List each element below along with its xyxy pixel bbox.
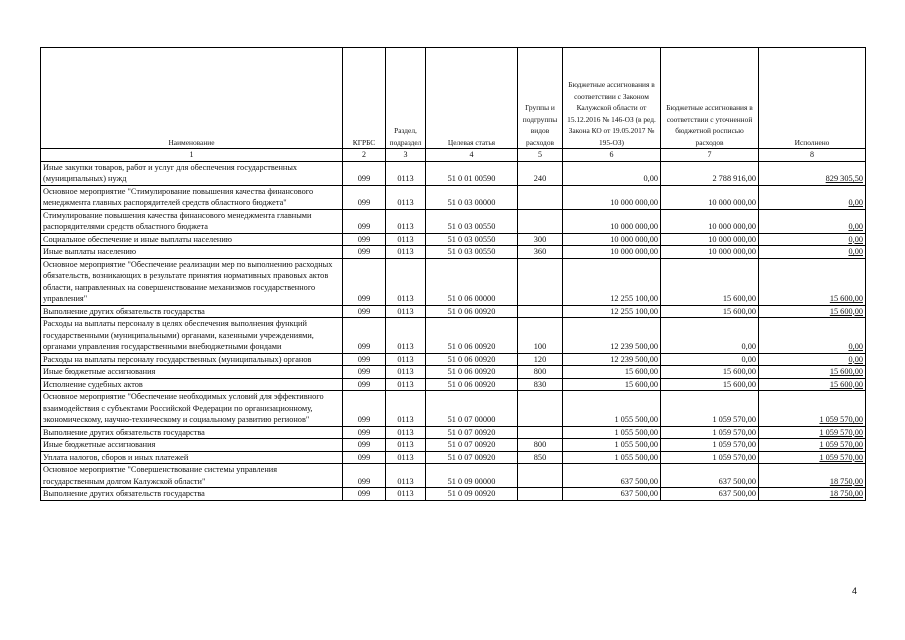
cell-kgrbs: 099 — [343, 391, 386, 427]
cell-target: 51 0 06 00920 — [426, 353, 518, 366]
column-number-row — [41, 149, 866, 162]
cell-name: Основное мероприятие "Стимулирование повышения качества финансового менеджмента главных распорядителей средств областного бюджета" — [41, 185, 343, 209]
cell-kgrbs: 099 — [343, 439, 386, 452]
cell-executed-amount: 0,00 — [759, 353, 866, 366]
cell-law-amount: 0,00 — [563, 161, 661, 185]
column-number: 8 — [759, 149, 866, 162]
cell-refined-amount: 10 000 000,00 — [661, 185, 759, 209]
cell-group — [518, 488, 563, 501]
cell-refined-amount: 1 059 570,00 — [661, 426, 759, 439]
column-number: 7 — [661, 149, 759, 162]
cell-target: 51 0 09 00920 — [426, 488, 518, 501]
cell-group: 240 — [518, 161, 563, 185]
header-kgrbs: КГРБС — [343, 48, 386, 149]
header-executed: Исполнено — [759, 48, 866, 149]
cell-kgrbs: 099 — [343, 161, 386, 185]
cell-group — [518, 426, 563, 439]
cell-target: 51 0 01 00590 — [426, 161, 518, 185]
cell-section: 0113 — [386, 366, 426, 379]
cell-target: 51 0 07 00920 — [426, 426, 518, 439]
cell-section: 0113 — [386, 464, 426, 488]
cell-kgrbs: 099 — [343, 185, 386, 209]
table-row — [41, 378, 866, 391]
cell-group: 800 — [518, 439, 563, 452]
cell-section: 0113 — [386, 378, 426, 391]
cell-refined-amount: 1 059 570,00 — [661, 391, 759, 427]
cell-executed-amount: 0,00 — [759, 318, 866, 354]
header-refined: Бюджетные ассигнования в соответствии с уточненной бюджетной росписью расходов — [661, 48, 759, 149]
cell-name: Основное мероприятие "Обеспечение реализации мер по выполнению расходных обязательств, возникающих в результате принятия нормативных правовых актов области, направленных на совершенствование механизмов государственного управления" — [41, 258, 343, 305]
cell-law-amount: 10 000 000,00 — [563, 246, 661, 259]
cell-target: 51 0 03 00550 — [426, 233, 518, 246]
cell-target: 51 0 07 00920 — [426, 439, 518, 452]
cell-section: 0113 — [386, 439, 426, 452]
column-number: 3 — [386, 149, 426, 162]
cell-executed-amount: 0,00 — [759, 209, 866, 233]
cell-law-amount: 12 239 500,00 — [563, 318, 661, 354]
cell-target: 51 0 03 00550 — [426, 209, 518, 233]
cell-law-amount: 12 239 500,00 — [563, 353, 661, 366]
cell-section: 0113 — [386, 353, 426, 366]
cell-section: 0113 — [386, 451, 426, 464]
cell-law-amount: 637 500,00 — [563, 464, 661, 488]
cell-executed-amount: 18 750,00 — [759, 488, 866, 501]
header-law: Бюджетные ассигнования в соответствии с Законом Калужской области от 15.12.2016 № 146-ОЗ (в ред. Закона КО от 19.05.2017 № 195-ОЗ) — [563, 48, 661, 149]
cell-refined-amount: 10 000 000,00 — [661, 233, 759, 246]
cell-kgrbs: 099 — [343, 353, 386, 366]
cell-section: 0113 — [386, 488, 426, 501]
cell-law-amount: 12 255 100,00 — [563, 305, 661, 318]
cell-group: 120 — [518, 353, 563, 366]
cell-executed-amount: 0,00 — [759, 246, 866, 259]
cell-refined-amount: 15 600,00 — [661, 378, 759, 391]
column-number: 4 — [426, 149, 518, 162]
cell-law-amount: 1 055 500,00 — [563, 451, 661, 464]
cell-target: 51 0 06 00920 — [426, 366, 518, 379]
table-row — [41, 464, 866, 488]
cell-name: Иные выплаты населению — [41, 246, 343, 259]
cell-name: Иные закупки товаров, работ и услуг для обеспечения государственных (муниципальных) нужд — [41, 161, 343, 185]
table-row — [41, 233, 866, 246]
cell-executed-amount: 0,00 — [759, 185, 866, 209]
cell-name: Иные бюджетные ассигнования — [41, 439, 343, 452]
column-number: 2 — [343, 149, 386, 162]
header-group: Группы и подгруппы видов расходов — [518, 48, 563, 149]
cell-target: 51 0 06 00920 — [426, 378, 518, 391]
cell-group — [518, 305, 563, 318]
cell-kgrbs: 099 — [343, 488, 386, 501]
cell-executed-amount: 15 600,00 — [759, 378, 866, 391]
cell-kgrbs: 099 — [343, 451, 386, 464]
cell-name: Стимулирование повышения качества финансового менеджмента главными распорядителями средств областного бюджета — [41, 209, 343, 233]
cell-executed-amount: 18 750,00 — [759, 464, 866, 488]
cell-group: 300 — [518, 233, 563, 246]
cell-name: Выполнение других обязательств государства — [41, 305, 343, 318]
cell-section: 0113 — [386, 246, 426, 259]
cell-refined-amount: 10 000 000,00 — [661, 246, 759, 259]
cell-target: 51 0 03 00000 — [426, 185, 518, 209]
table-header-row — [41, 48, 866, 149]
cell-section: 0113 — [386, 305, 426, 318]
cell-executed-amount: 1 059 570,00 — [759, 451, 866, 464]
cell-executed-amount: 1 059 570,00 — [759, 426, 866, 439]
cell-executed-amount: 15 600,00 — [759, 305, 866, 318]
cell-kgrbs: 099 — [343, 464, 386, 488]
table-row — [41, 318, 866, 354]
table-row — [41, 353, 866, 366]
cell-refined-amount: 0,00 — [661, 353, 759, 366]
column-number: 1 — [41, 149, 343, 162]
table-row — [41, 366, 866, 379]
cell-target: 51 0 07 00920 — [426, 451, 518, 464]
column-number: 5 — [518, 149, 563, 162]
cell-group — [518, 258, 563, 305]
cell-refined-amount: 15 600,00 — [661, 258, 759, 305]
cell-law-amount: 15 600,00 — [563, 366, 661, 379]
header-section: Раздел, подраздел — [386, 48, 426, 149]
cell-name: Основное мероприятие "Совершенствование системы управления государственным долгом Калужской области" — [41, 464, 343, 488]
cell-kgrbs: 099 — [343, 258, 386, 305]
table-body — [41, 161, 866, 500]
cell-name: Основное мероприятие "Обеспечение необходимых условий для эффективного взаимодействия с субъектами Российской Федерации по организационному, экономическому, научно-техническому и социальному развитию регионов" — [41, 391, 343, 427]
page-number: 4 — [852, 586, 858, 596]
cell-group: 360 — [518, 246, 563, 259]
cell-law-amount: 10 000 000,00 — [563, 185, 661, 209]
cell-kgrbs: 099 — [343, 318, 386, 354]
cell-target: 51 0 09 00000 — [426, 464, 518, 488]
cell-kgrbs: 099 — [343, 246, 386, 259]
cell-refined-amount: 637 500,00 — [661, 464, 759, 488]
table-row — [41, 451, 866, 464]
cell-law-amount: 637 500,00 — [563, 488, 661, 501]
cell-section: 0113 — [386, 391, 426, 427]
cell-name: Иные бюджетные ассигнования — [41, 366, 343, 379]
table-row — [41, 488, 866, 501]
table-row — [41, 305, 866, 318]
table-row — [41, 391, 866, 427]
cell-name: Выполнение других обязательств государства — [41, 426, 343, 439]
cell-group: 800 — [518, 366, 563, 379]
cell-executed-amount: 829 305,50 — [759, 161, 866, 185]
cell-kgrbs: 099 — [343, 426, 386, 439]
cell-group: 100 — [518, 318, 563, 354]
cell-group — [518, 391, 563, 427]
cell-law-amount: 10 000 000,00 — [563, 233, 661, 246]
cell-target: 51 0 06 00920 — [426, 305, 518, 318]
column-number: 6 — [563, 149, 661, 162]
cell-section: 0113 — [386, 426, 426, 439]
table-row — [41, 439, 866, 452]
cell-group — [518, 209, 563, 233]
cell-name: Выполнение других обязательств государства — [41, 488, 343, 501]
table-row — [41, 246, 866, 259]
cell-law-amount: 12 255 100,00 — [563, 258, 661, 305]
cell-section: 0113 — [386, 161, 426, 185]
cell-executed-amount: 0,00 — [759, 233, 866, 246]
cell-law-amount: 15 600,00 — [563, 378, 661, 391]
cell-kgrbs: 099 — [343, 378, 386, 391]
cell-target: 51 0 03 00550 — [426, 246, 518, 259]
cell-section: 0113 — [386, 258, 426, 305]
cell-group — [518, 464, 563, 488]
cell-name: Расходы на выплаты персоналу государственных (муниципальных) органов — [41, 353, 343, 366]
table-row — [41, 209, 866, 233]
cell-group — [518, 185, 563, 209]
cell-executed-amount: 1 059 570,00 — [759, 391, 866, 427]
table-row — [41, 185, 866, 209]
cell-refined-amount: 1 059 570,00 — [661, 439, 759, 452]
cell-section: 0113 — [386, 233, 426, 246]
cell-kgrbs: 099 — [343, 366, 386, 379]
cell-refined-amount: 15 600,00 — [661, 366, 759, 379]
cell-executed-amount: 15 600,00 — [759, 366, 866, 379]
cell-target: 51 0 07 00000 — [426, 391, 518, 427]
cell-refined-amount: 10 000 000,00 — [661, 209, 759, 233]
cell-executed-amount: 1 059 570,00 — [759, 439, 866, 452]
cell-law-amount: 1 055 500,00 — [563, 439, 661, 452]
cell-target: 51 0 06 00920 — [426, 318, 518, 354]
cell-refined-amount: 15 600,00 — [661, 305, 759, 318]
cell-refined-amount: 0,00 — [661, 318, 759, 354]
cell-section: 0113 — [386, 209, 426, 233]
cell-kgrbs: 099 — [343, 233, 386, 246]
cell-executed-amount: 15 600,00 — [759, 258, 866, 305]
table-row — [41, 426, 866, 439]
cell-refined-amount: 2 788 916,00 — [661, 161, 759, 185]
cell-kgrbs: 099 — [343, 305, 386, 318]
cell-refined-amount: 1 059 570,00 — [661, 451, 759, 464]
header-name: Наименование — [41, 48, 343, 149]
cell-name: Социальное обеспечение и иные выплаты населению — [41, 233, 343, 246]
cell-refined-amount: 637 500,00 — [661, 488, 759, 501]
cell-group: 850 — [518, 451, 563, 464]
table-row — [41, 161, 866, 185]
cell-law-amount: 10 000 000,00 — [563, 209, 661, 233]
cell-law-amount: 1 055 500,00 — [563, 426, 661, 439]
cell-target: 51 0 06 00000 — [426, 258, 518, 305]
cell-name: Исполнение судебных актов — [41, 378, 343, 391]
cell-section: 0113 — [386, 185, 426, 209]
table-row — [41, 258, 866, 305]
budget-execution-table — [40, 47, 866, 501]
cell-name: Уплата налогов, сборов и иных платежей — [41, 451, 343, 464]
cell-name: Расходы на выплаты персоналу в целях обеспечения выполнения функций государственными (муниципальными) органами, казенными учреждениями, органами управления государственными внебюджетными фондами — [41, 318, 343, 354]
cell-law-amount: 1 055 500,00 — [563, 391, 661, 427]
cell-section: 0113 — [386, 318, 426, 354]
cell-kgrbs: 099 — [343, 209, 386, 233]
cell-group: 830 — [518, 378, 563, 391]
header-target: Целевая статья — [426, 48, 518, 149]
